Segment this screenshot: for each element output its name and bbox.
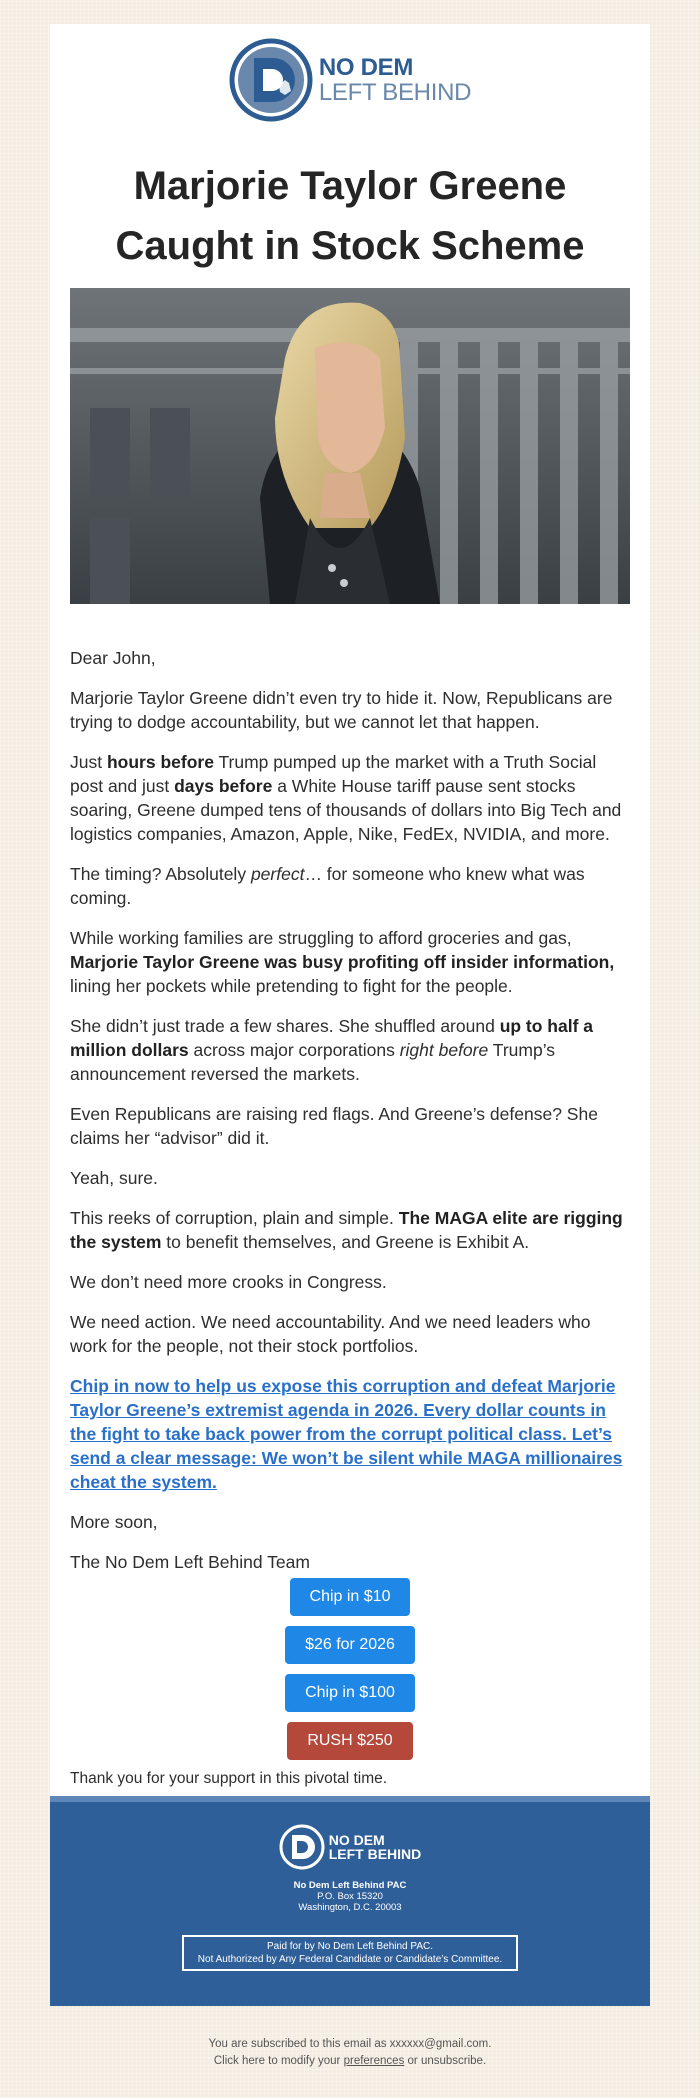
p3-text-a: The timing? Absolutely [70,864,251,884]
brand-name-line1: NO DEM [318,54,414,81]
paragraph-5 [70,1014,630,1086]
paragraph-8 [70,1206,630,1254]
p2-text-d: a White House tariff pause sent stocks soaring, Greene dumped tens of thousands of dollars into Big Tech and logistics companies, Amazon, Apple, Nike, FedEx, NVIDIA, and more. [70,776,622,844]
p8-text-c: to benefit themselves, and Greene is Exhibit A. [161,1232,530,1252]
email-card [50,24,650,1796]
paragraph-7: Yeah, sure. [70,1168,158,1188]
chip-in-10-button[interactable]: Chip in $10 [290,1578,411,1616]
greeting: Dear John, [70,648,156,668]
rush-250-button[interactable]: RUSH $250 [287,1722,412,1760]
footer [50,1796,650,2006]
paragraph-2 [70,750,630,846]
signoff-line-2: The No Dem Left Behind Team [70,1552,310,1572]
footer-address [50,1880,650,1913]
p3-italic: perfect [250,864,305,884]
paid-for-disclaimer [182,1935,518,1971]
subscription-line-1: You are subscribed to this email as xxxxxx@gmail.com. [208,2038,492,2050]
brand-logo[interactable] [70,24,630,124]
brand-name-line2: LEFT BEHIND [318,79,472,106]
paragraph-10: We need action. We need accountability. And we need leaders who work for the people, not their stock portfolios. [70,1312,591,1356]
paragraph-3 [70,862,630,910]
p8-bold: The MAGA elite are rigging the system [70,1208,623,1252]
paid-line-1: Paid for by No Dem Left Behind PAC. [266,1941,433,1952]
footer-name-line2: LEFT BEHIND [328,1846,422,1862]
p5-italic: right before [399,1040,489,1060]
footer-wordmark [329,1833,422,1861]
p4-text-c: lining her pockets while pretending to fight for the people. [70,976,513,996]
hero-photo[interactable] [70,288,630,604]
paragraph-9: We don’t need more crooks in Congress. [70,1272,387,1292]
p5-text-c: across major corporations [188,1040,400,1060]
donate-26-button[interactable]: $26 for 2026 [285,1626,415,1664]
p3-text-b: … for someone who knew what was coming. [70,864,585,908]
footer-name-line1: NO DEM [328,1832,385,1848]
paragraph-6: Even Republicans are raising red flags. And Greene’s defense? She claims her “advisor” did it. [70,1104,598,1148]
brand-wordmark [319,55,471,105]
chip-in-100-button[interactable]: Chip in $100 [285,1674,415,1712]
footer-city: Washington, D.C. 20003 [298,1902,402,1913]
p2-bold-2: days before [174,776,273,796]
subscription-text-b: or unsubscribe. [404,2055,487,2067]
paid-line-2: Not Authorized by Any Federal Candidate or Candidate’s Committee. [197,1954,503,1965]
footer-org-name: No Dem Left Behind PAC [293,1880,407,1891]
email-container [50,24,650,2070]
headline: Marjorie Taylor Greene Caught in Stock Scheme [115,164,585,268]
p2-text-c: Trump pumped up the market with a Truth Social post and just [70,752,597,796]
footer-d-logo-icon [279,1824,325,1870]
p2-bold-1: hours before [106,752,214,772]
paragraph-1: Marjorie Taylor Greene didn’t even try to hide it. Now, Republicans are trying to dodge accountability, but we cannot let that happen. [70,688,613,732]
p4-bold: Marjorie Taylor Greene was busy profiting off insider information, [70,952,615,972]
p5-text-d: Trump’s announcement reversed the markets. [70,1040,556,1084]
donate-cta-link[interactable]: Chip in now to help us expose this corruption and defeat Marjorie Taylor Greene’s extremist agenda in 2026. Every dollar counts in the fight to take back power from the corrupt political class. Let’s send a clear message: We won’t be silent while MAGA millionaires cheat the system. [70,1376,623,1492]
letter-body [70,646,630,1574]
footer-logo[interactable] [50,1824,650,1870]
p8-text-a: This reeks of corruption, plain and simple. [70,1208,399,1228]
p5-bold: up to half a million dollars [70,1016,594,1060]
donation-buttons [70,1578,630,1770]
p5-text-a: She didn’t just trade a few shares. She shuffled around [70,1016,500,1036]
thank-you-text: Thank you for your support in this pivotal time. [70,1770,388,1787]
subscription-text-a: Click here to modify your [213,2055,344,2067]
subscription-notice [50,2036,650,2070]
preferences-link[interactable]: preferences [343,2055,405,2067]
signoff-line-1: More soon, [70,1512,158,1532]
p4-text-a: While working families are struggling to afford groceries and gas, [70,928,572,948]
footer-po-box: P.O. Box 15320 [317,1891,383,1902]
p2-text-a: Just [70,752,107,772]
subscription-line-2 [50,2053,650,2070]
paragraph-4 [70,926,630,998]
brand-d-logo-icon [229,38,313,122]
